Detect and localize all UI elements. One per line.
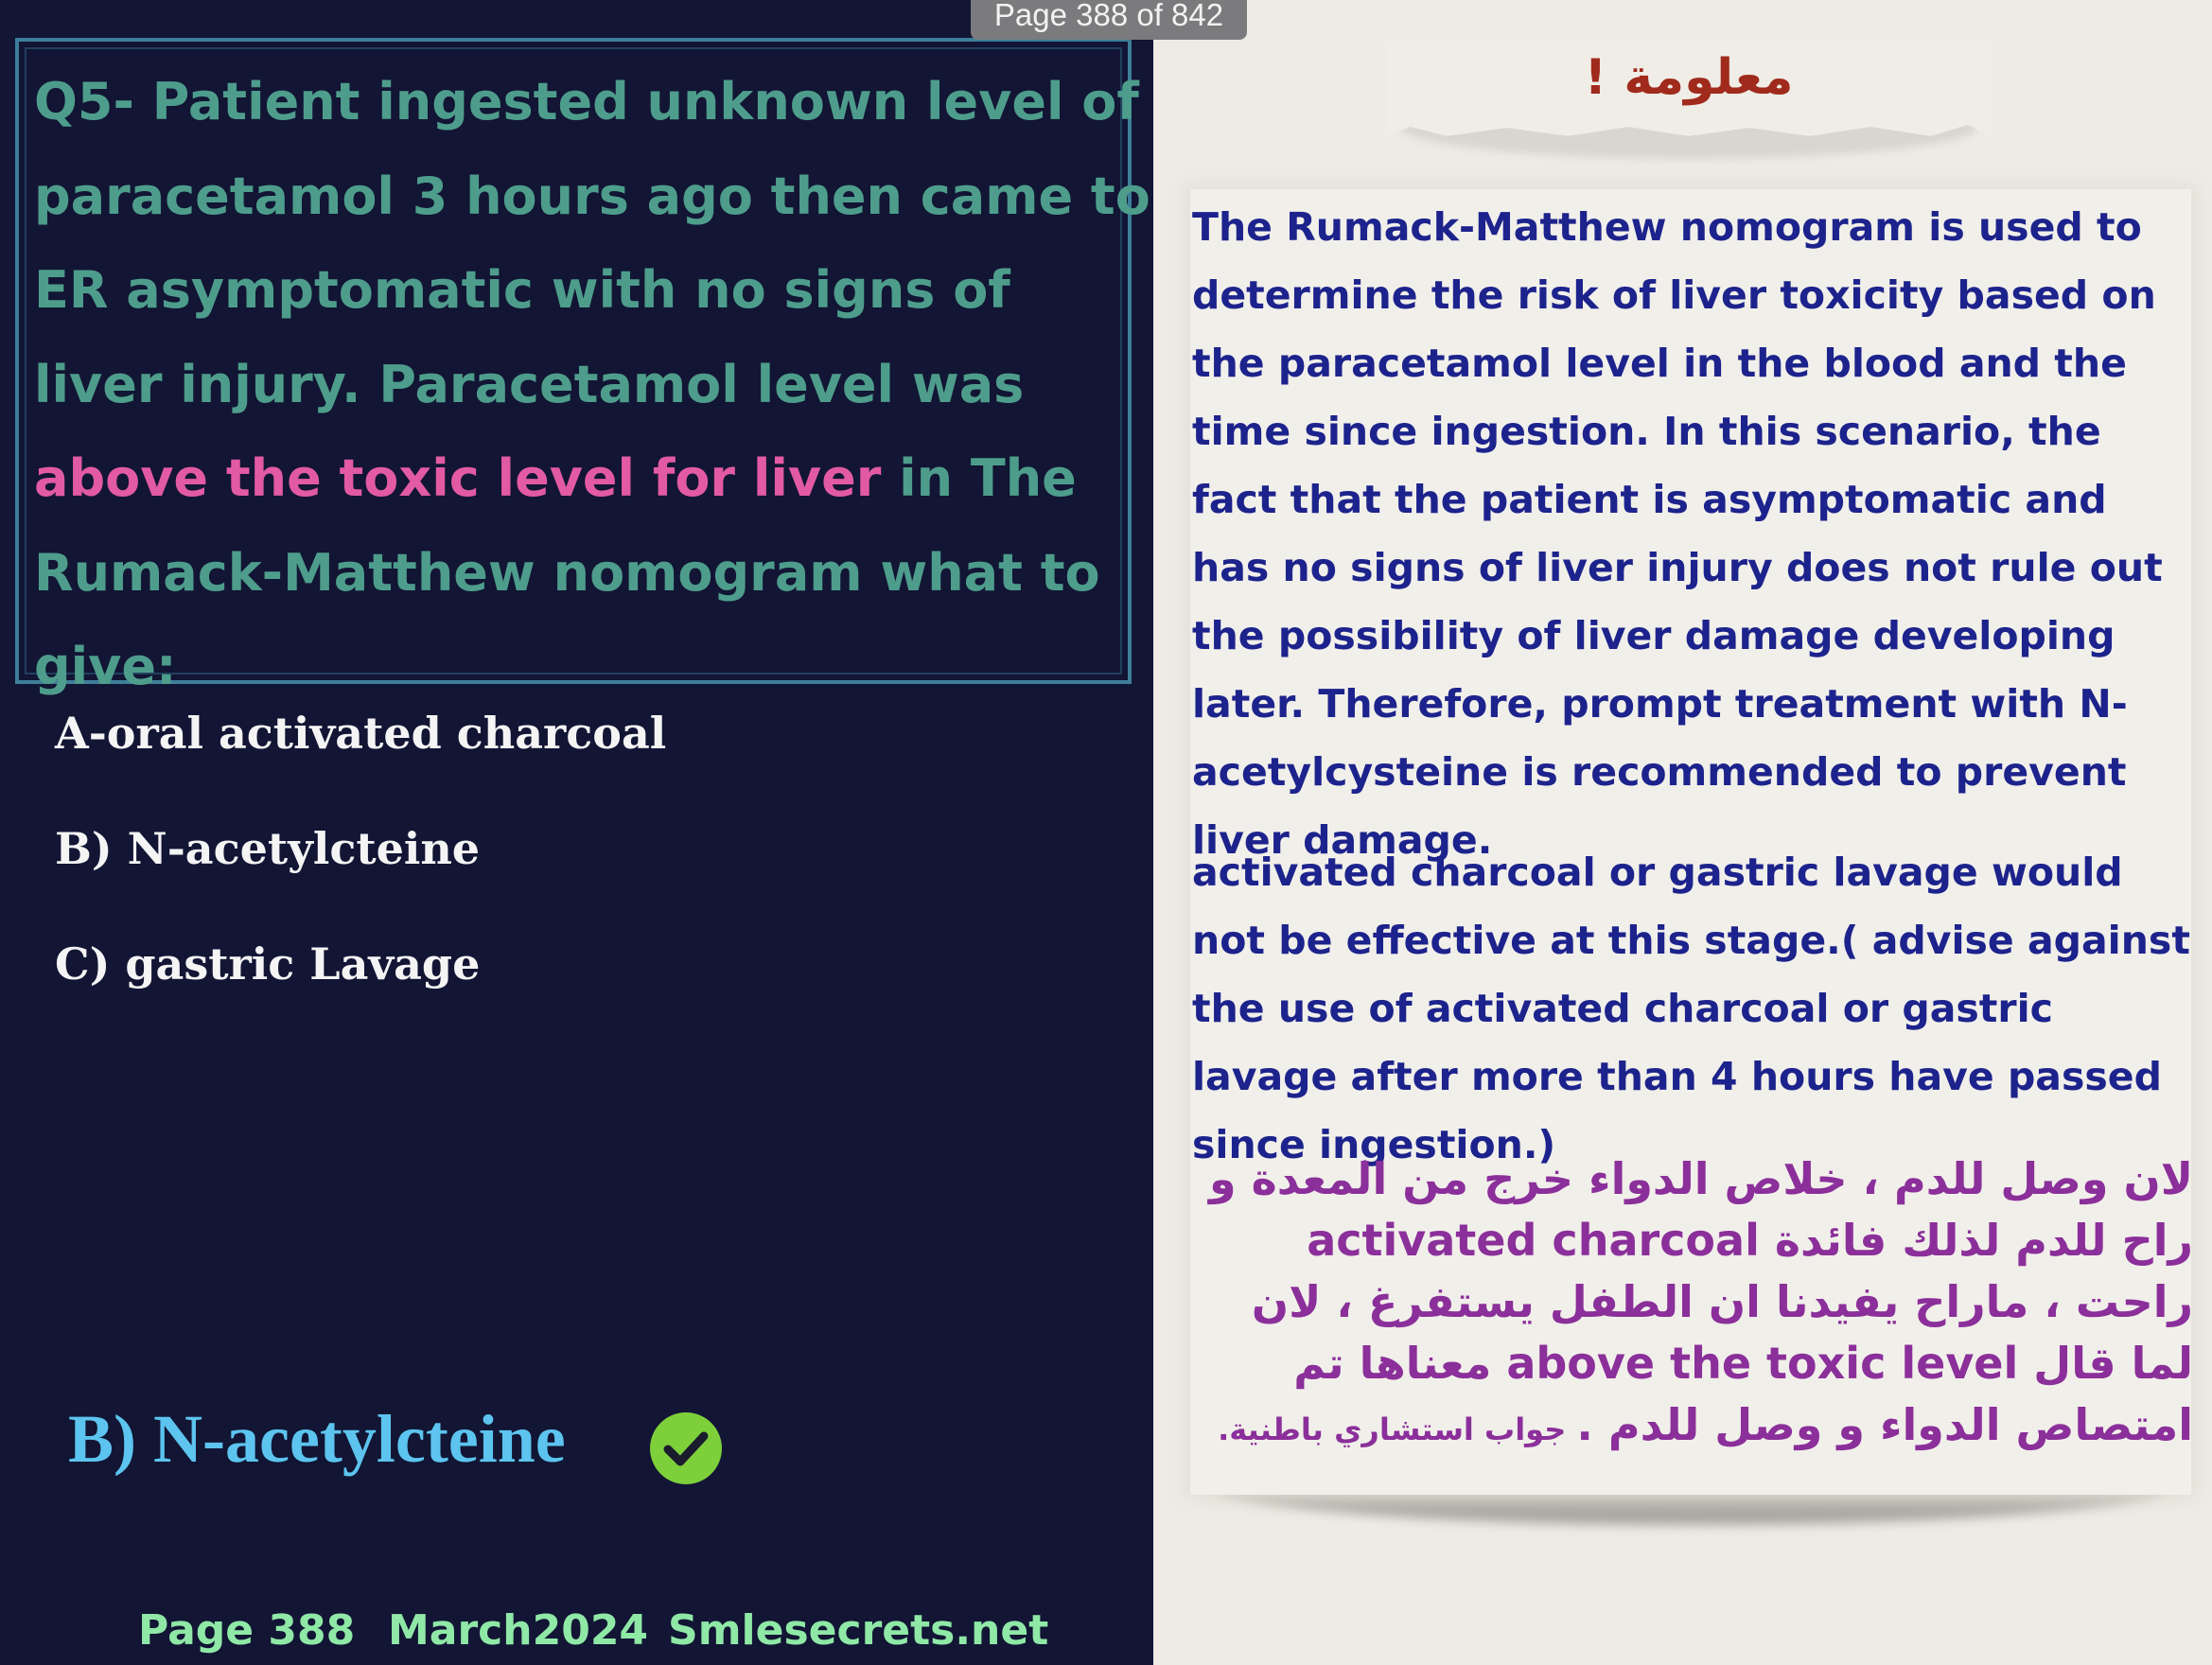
check-circle-icon — [649, 1411, 723, 1485]
option-b: B) N-acetylcteine — [55, 823, 481, 874]
question-text-main: Q5- Patient ingested unknown level of paracetamol 3 hours ago then came to ER asymptomatic with no signs of liver injury. Paracetamol level was — [34, 72, 1150, 414]
option-a: A-oral activated charcoal — [55, 708, 667, 759]
arabic-explanation — [1194, 1148, 2193, 1461]
arabic-explanation-main: لان وصل للدم ، خلاص الدواء خرج من المعدة و راح للدم لذلك فائدة activated charcoal راحت ، ماراح يفيدنا ان الطفل يستفرغ ، لان لما قال above the toxic level معناها تم امتصاص الدواء و وصل للدم . — [1209, 1153, 2193, 1450]
footer-date: March2024 — [388, 1606, 649, 1655]
explanation-paragraph-2: activated charcoal or gastric lavage would not be effective at this stage.( advise against the use of activated charcoal or gastric lavage after more than 4 hours have passed since ingestion.) — [1192, 850, 2190, 1167]
footer-page-number: Page 388 — [138, 1606, 356, 1655]
question-text-end: in The Rumack-Matthew nomogram what to give: — [34, 448, 1100, 696]
correct-answer: B) N-acetylcteine — [68, 1401, 566, 1477]
question-highlight: above the toxic level for liver — [34, 448, 882, 508]
footer-website: Smlesecrets.net — [668, 1606, 1049, 1655]
explanation-paragraph-1: The Rumack-Matthew nomogram is used to determine the risk of liver toxicity based on the paracetamol level in the blood and the time since ingestion. In this scenario, the fact that the patient is asymptomatic and has no signs of liver injury does not rule out the possibility of liver damage developing later. Therefore, prompt treatment with N-acetylcysteine is recommended to prevent liver damage. — [1192, 204, 2163, 863]
note-title: معلومة ! — [1584, 49, 1794, 106]
question-text — [34, 55, 1150, 714]
page-indicator: Page 388 of 842 — [971, 0, 1247, 40]
option-c: C) gastric Lavage — [55, 938, 481, 990]
arabic-explanation-source: جواب استشاري باطنية. — [1218, 1411, 1577, 1447]
